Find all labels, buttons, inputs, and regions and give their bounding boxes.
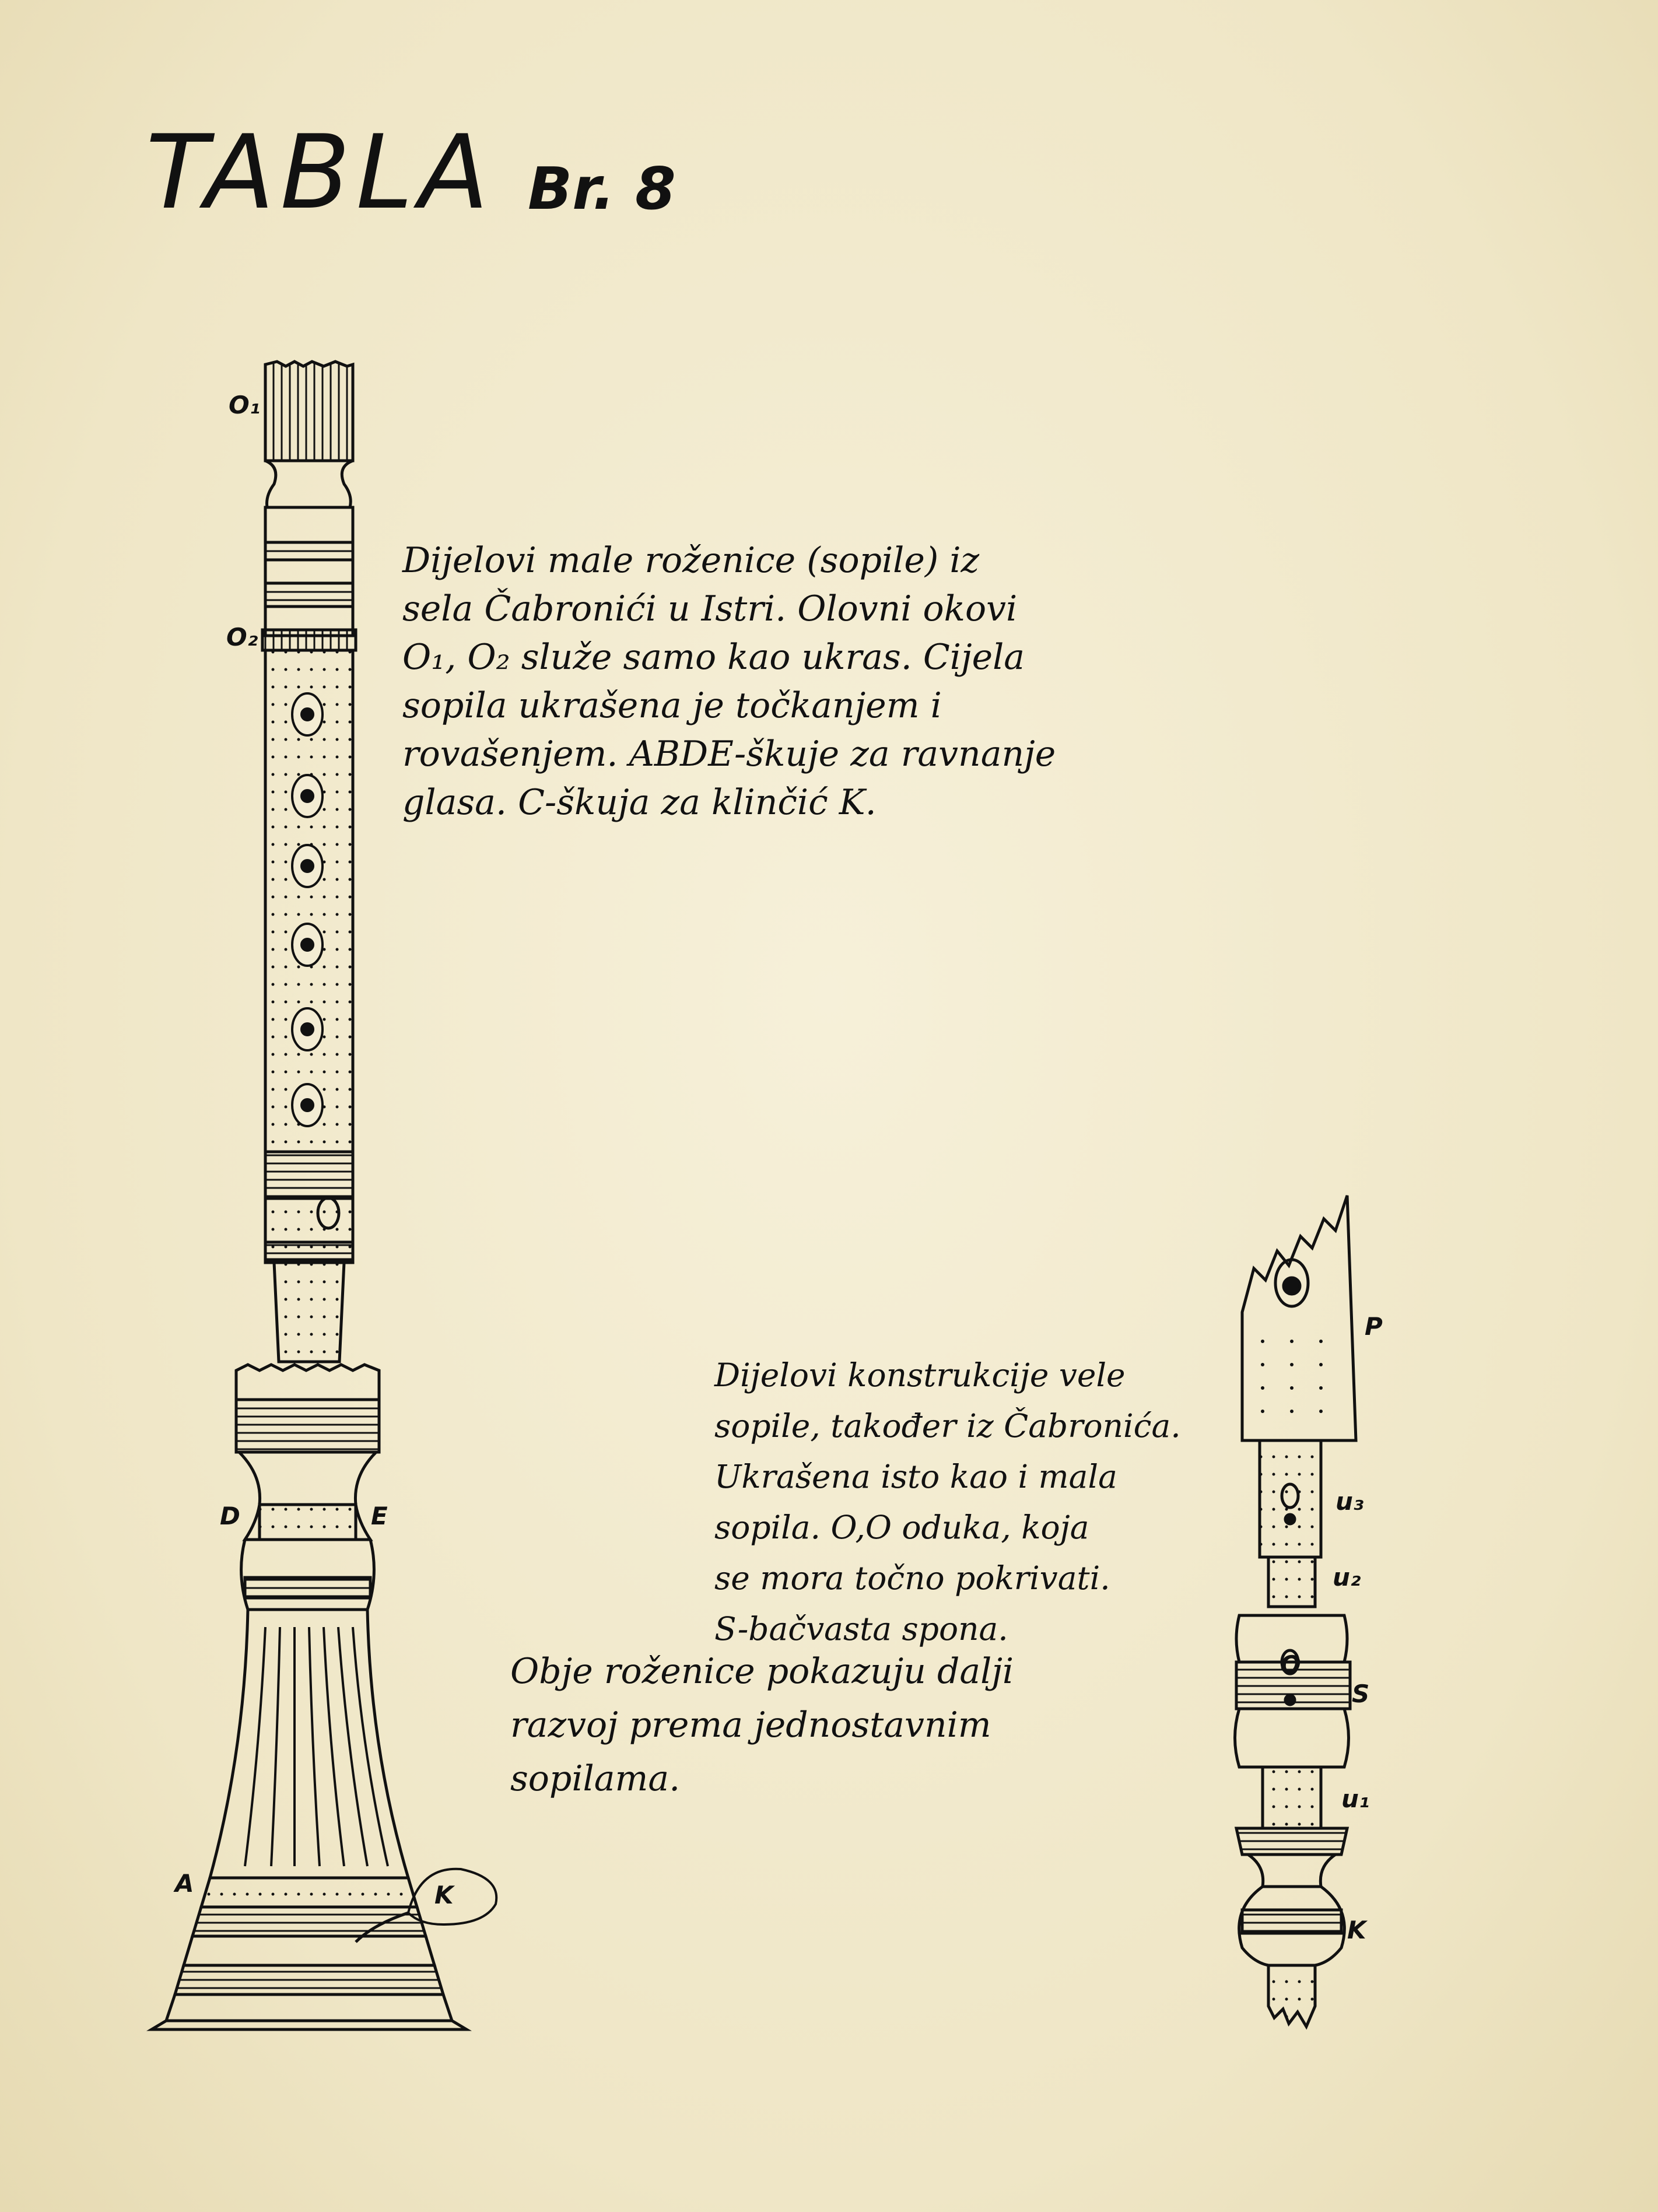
small-sopila-drawing [152, 362, 496, 2029]
label-a: A [175, 1869, 194, 1898]
label-p: P [1365, 1312, 1383, 1341]
label-d: D [220, 1502, 240, 1530]
label-u3: u₃ [1335, 1487, 1364, 1516]
caption-conclusion: Obje roženice pokazuju dalji razvoj prema jednostavnim sopilama. [510, 1651, 1014, 1799]
big-sopila-drawing [1235, 1196, 1356, 2027]
label-s: S [1352, 1680, 1370, 1708]
caption-big-sopila: Dijelovi konstrukcije vele sopile, također iz Čabronića. Ukrašena isto kao i mala sopila. O,O oduka, koja se mora točno pokrivati. S-bačvasta spona. [714, 1356, 1181, 1647]
label-o-barrel: O [1280, 1650, 1301, 1679]
label-k: K [1347, 1916, 1366, 1944]
caption-small-sopila: Dijelovi male roženice (sopile) iz sela Čabronići u Istri. Olovni okovi O₁, O₂ služe samo kao ukras. Cijela sopila ukrašena je točkanjem i rovašenjem. ABDE-škuje za ravnanje glasa. C-škuja za klinčić K. [402, 540, 1056, 823]
label-o1: O₁ [229, 391, 261, 419]
label-u1: u₁ [1341, 1785, 1370, 1813]
label-o2: O₂ [226, 623, 258, 651]
plate-number: Br. 8 [528, 155, 676, 223]
label-k-circle: K [434, 1881, 454, 1909]
label-e: E [371, 1502, 388, 1530]
label-u2: u₂ [1333, 1563, 1361, 1591]
plate-title: TABLA [146, 114, 495, 232]
